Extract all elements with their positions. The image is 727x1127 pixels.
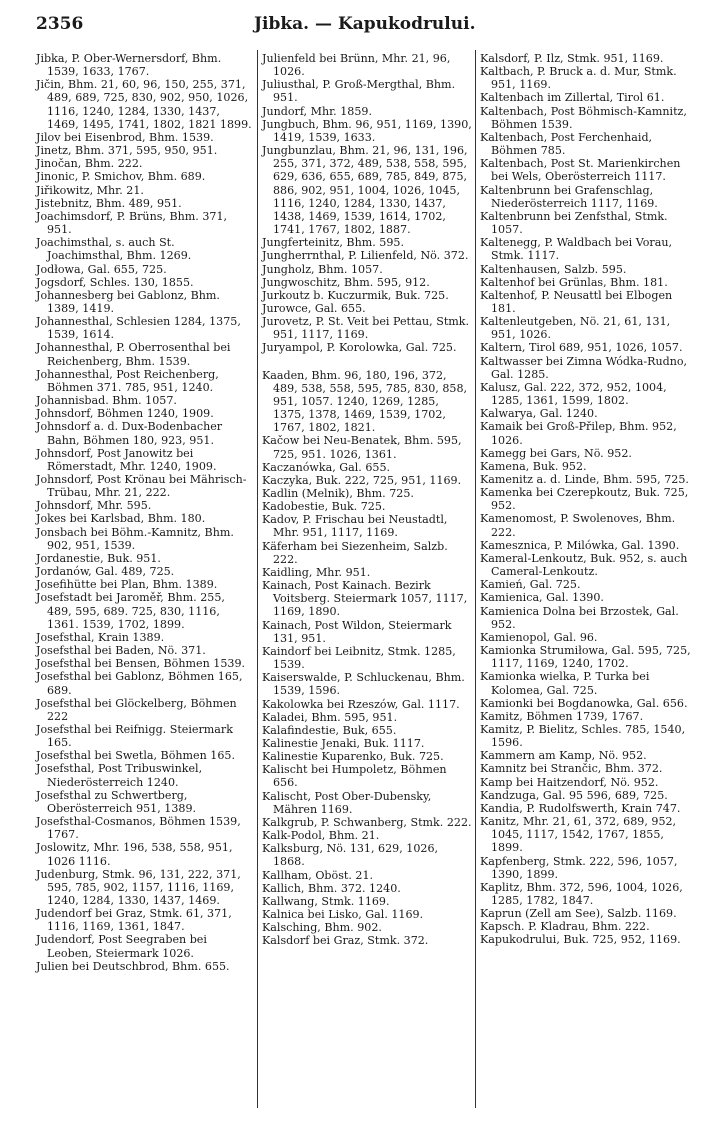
index-entry: Kaiserswalde, P. Schluckenau, Bhm. 1539, 1596.: [262, 671, 465, 698]
index-entry: Kaltenleutgeben, Nö. 21, 61, 131, 951, 1026.: [480, 315, 671, 342]
index-entry: Kaplitz, Bhm. 372, 596, 1004, 1026, 1285, 1782, 1847.: [480, 880, 683, 907]
index-entry: Johannesthal, Schlesien 1284, 1375, 1539, 1614.: [36, 315, 241, 342]
index-entry: Jurowce, Gal. 655.: [262, 301, 366, 315]
index-entry: Jurkoutz b. Kuczurmik, Buk. 725.: [262, 288, 449, 302]
index-entry: Jungferteinitz, Bhm. 595.: [262, 236, 405, 250]
index-entry: Johnsdorf, Post Janowitz bei Römerstadt, Mhr. 1240, 1909.: [36, 446, 217, 473]
index-entry: Judendorf bei Graz, Stmk. 61, 371, 1116, 1169, 1361, 1847.: [36, 907, 232, 934]
index-entry: Josefsthal, Post Tribuswinkel, Niederösterreich 1240.: [36, 762, 203, 789]
index-entry: Johnsdorf, Mhr. 595.: [36, 499, 152, 513]
index-entry: Kaltbach, P. Bruck a. d. Mur, Stmk. 951, 1169.: [480, 65, 677, 92]
index-entry: Kamitz, P. Bielitz, Schles. 785, 1540, 1596.: [480, 722, 686, 750]
index-entry: Jungbuch, Bhm. 96, 951, 1169, 1390, 1419, 1539, 1633.: [262, 117, 472, 144]
index-entry: Juliusthal, P. Groß-Mergthal, Bhm. 951.: [262, 78, 456, 105]
index-entry: Kaltenbrunn bei Zenfsthal, Stmk. 1057.: [480, 209, 668, 237]
index-entry: Kapfenberg, Stmk. 222, 596, 1057, 1390, 1899.: [480, 854, 678, 881]
index-entry: Kamenitz a. d. Linde, Bhm. 595, 725.: [480, 473, 689, 486]
index-entry: Julienfeld bei Brünn, Mhr. 21, 96, 1026.: [262, 52, 451, 79]
index-entry: Johannesthal, Post Reichenberg, Böhmen 371. 785, 951, 1240.: [36, 367, 219, 394]
index-column-2: [262, 52, 472, 947]
index-entry: Kamionki bei Bogdanowka, Gal. 656.: [480, 696, 688, 710]
page-title: Jibka. — Kapukodrului.: [254, 14, 476, 34]
index-entry: Kammern am Kamp, Nö. 952.: [480, 749, 647, 763]
index-entry: Kalsching, Bhm. 902.: [262, 921, 382, 935]
index-entry: Jiřikowitz, Mhr. 21.: [36, 183, 144, 197]
index-entry: Josefsthal bei Swetla, Böhmen 165.: [36, 749, 235, 763]
index-entry: Josefsthal, Krain 1389.: [36, 630, 165, 644]
index-entry: Johnsdorf a. d. Dux-Bodenbacher Bahn, Böhmen 180, 923, 951.: [36, 420, 223, 447]
column-divider-left: [257, 50, 258, 1108]
index-entry: Kallwang, Stmk. 1169.: [262, 894, 390, 908]
index-entry: Kanitz, Mhr. 21, 61, 372, 689, 952, 1045, 1117, 1542, 1767, 1855, 1899.: [480, 815, 677, 855]
index-entry: Joslowitz, Mhr. 196, 538, 558, 951, 1026 1116.: [36, 841, 233, 868]
index-entry: Kalnica bei Lisko, Gal. 1169.: [262, 908, 424, 921]
index-entry: Jordanestie, Buk. 951.: [36, 551, 161, 565]
index-entry: Kalafindestie, Buk, 655.: [262, 723, 397, 737]
index-entry: Juryampol, P. Korolowka, Gal. 725.: [262, 341, 457, 355]
index-entry: Kamionka wielka, P. Turka bei Kolomea, Gal. 725.: [480, 670, 650, 697]
index-entry: Kallham, Oböst. 21.: [262, 868, 374, 882]
index-entry: Kamionka Strumiłowa, Gal. 595, 725, 1117, 1169, 1240, 1702.: [480, 644, 691, 671]
index-entry: Jinočan, Bhm. 222.: [36, 157, 143, 171]
index-entry: Josefsthal-Cosmanos, Böhmen 1539, 1767.: [36, 815, 241, 842]
index-entry: Jonsbach bei Böhm.-Kamnitz, Bhm. 902, 951, 1539.: [36, 525, 234, 552]
index-entry: Kamenka bei Czerepkoutz, Buk. 725, 952.: [480, 486, 689, 513]
index-entry: Kaczanówka, Gal. 655.: [262, 460, 391, 474]
index-entry: Kalinestie Kuparenko, Buk. 725.: [262, 750, 444, 764]
index-entry: Kamienica, Gal. 1390.: [480, 591, 604, 605]
index-entry: Jungwoschitz, Bhm. 595, 912.: [262, 275, 430, 289]
index-entry: Kaindorf bei Leibnitz, Stmk. 1285, 1539.: [262, 644, 456, 672]
index-entry: Kaltenhof bei Grünlas, Bhm. 181.: [480, 275, 668, 289]
index-entry: Käferham bei Siezenheim, Salzb. 222.: [262, 539, 448, 566]
index-entry: Jistebnitz, Bhm. 489, 951.: [36, 196, 182, 210]
index-entry: Julien bei Deutschbrod, Bhm. 655.: [36, 959, 230, 973]
index-entry: Josefsthal zu Schwertberg, Oberösterreich 951, 1389.: [36, 788, 197, 815]
index-entry: Kamenomost, P. Swolenoves, Bhm. 222.: [480, 512, 676, 539]
index-entry: Kadobestie, Buk. 725.: [262, 500, 386, 514]
index-entry: Jurovetz, P. St. Veit bei Pettau, Stmk. 951, 1117, 1169.: [262, 315, 470, 342]
index-entry: Jordanów, Gal. 489, 725.: [36, 565, 175, 579]
index-entry: Kamienopol, Gal. 96.: [480, 630, 598, 644]
index-entry: Kaltern, Tirol 689, 951, 1026, 1057.: [480, 341, 683, 355]
index-entry: Kalinestie Jenaki, Buk. 1117.: [262, 736, 425, 750]
index-entry: Kaltenbach, Post Ferchenhaid, Böhmen 785.: [480, 130, 653, 158]
index-entry: Jičin, Bhm. 21, 60, 96, 150, 255, 371, 489, 689, 725, 830, 902, 950, 1026, 1116, 1240, 1284, 1330, 1437, 1469, 1495, 1741, 1802, 1821 1899.: [36, 78, 252, 131]
index-entry: Jodłowa, Gal. 655, 725.: [36, 262, 167, 276]
index-entry: Kamienica Dolna bei Brzostek, Gal. 952.: [480, 604, 679, 631]
index-entry: Kaczyka, Buk. 222, 725, 951, 1169.: [262, 473, 462, 487]
index-entry: Kapukodrului, Buk. 725, 952, 1169.: [480, 933, 681, 947]
index-entry: Jungherrnthal, P. Lilienfeld, Nö. 372.: [262, 249, 469, 263]
index-column-3: [480, 52, 692, 947]
index-column-1: [36, 52, 252, 973]
index-entry: Josefsthal bei Glöckelberg, Böhmen 222: [36, 696, 237, 723]
index-entry: Kaltenbach im Zillertal, Tirol 61.: [480, 91, 665, 105]
page-header: [0, 14, 727, 44]
index-entry: Kaladei, Bhm. 595, 951.: [262, 710, 398, 724]
index-entry: Kadov, P. Frischau bei Neustadtl, Mhr. 951, 1117, 1169.: [262, 513, 448, 540]
index-entry: Kalsdorf bei Graz, Stmk. 372.: [262, 934, 429, 948]
index-entry: Kaidling, Mhr. 951.: [262, 565, 371, 579]
index-entry: Kamaik bei Groß-Přilep, Bhm. 952, 1026.: [480, 420, 677, 447]
index-entry: Johannesberg bei Gablonz, Bhm. 1389, 1419.: [36, 288, 220, 315]
index-entry: Kaltenbrunn bei Grafenschlag, Niederösterreich 1117, 1169.: [480, 183, 658, 210]
index-entry: Kaltenhausen, Salzb. 595.: [480, 262, 627, 276]
index-entry: Kapsch. P. Kladrau, Bhm. 222.: [480, 920, 650, 934]
index-entry: Kaltenbach, Post St. Marienkirchen bei Wels, Oberösterreich 1117.: [480, 157, 681, 184]
index-entry: Kameral-Lenkoutz, Buk. 952, s. auch Cameral-Lenkoutz.: [480, 551, 688, 579]
index-entry: Kandzuga, Gal. 95 596, 689, 725.: [480, 788, 668, 802]
index-entry: Judenburg, Stmk. 96, 131, 222, 371, 595, 785, 902, 1157, 1116, 1169, 1240, 1284, 1330, 1437, 1469.: [36, 867, 241, 907]
index-entry: Kalsdorf, P. Ilz, Stmk. 951, 1169.: [480, 52, 664, 65]
index-entry: Kačow bei Neu-Benatek, Bhm. 595, 725, 951. 1026, 1361.: [262, 434, 462, 461]
index-entry: Jungholz, Bhm. 1057.: [262, 262, 383, 276]
index-entry: Josefsthal bei Reifnigg. Steiermark 165.: [36, 722, 233, 750]
index-entry: Josefsthal bei Gablonz, Böhmen 165, 689.: [36, 670, 243, 697]
index-entry: Josefihütte bei Plan, Bhm. 1389.: [36, 578, 218, 592]
index-entry: Joachimsdorf, P. Brüns, Bhm. 371, 951.: [36, 209, 228, 237]
index-entry: Jinonic, P. Smichov, Bhm. 689.: [36, 170, 206, 184]
index-entry: Kaltenegg, P. Waldbach bei Vorau, Stmk. 1117.: [480, 236, 673, 263]
index-entry: Jogsdorf, Schles. 130, 1855.: [36, 275, 194, 289]
index-entry: Kandia, P. Rudolfswerth, Krain 747.: [480, 801, 681, 815]
index-entry: Kalwarya, Gal. 1240.: [480, 407, 598, 421]
page-number: 2356: [36, 14, 84, 34]
index-entry: Jundorf, Mhr. 1859.: [262, 104, 372, 118]
index-entry: Kalksburg, Nö. 131, 629, 1026, 1868.: [262, 842, 439, 869]
index-entry: Jibka, P. Ober-Wernersdorf, Bhm. 1539, 1633, 1767.: [36, 52, 222, 79]
index-entry: Kainach, Post Kainach. Bezirk Voitsberg. Steiermark 1057, 1117, 1169, 1890.: [262, 579, 468, 619]
index-entry: Kamp bei Haitzendorf, Nö. 952.: [480, 775, 659, 789]
index-entry: Kalk-Podol, Bhm. 21.: [262, 829, 380, 843]
index-entry: Josefsthal bei Bensen, Böhmen 1539.: [36, 657, 246, 671]
index-entry: Kamień, Gal. 725.: [480, 578, 581, 592]
index-entry: Kaaden, Bhm. 96, 180, 196, 372, 489, 538, 558, 595, 785, 830, 858, 951, 1057. 1240, 1269, 1285, 1375, 1378, 1469, 1539, 1702, 1767, 1802, 1821.: [262, 368, 468, 435]
index-entry: Kaprun (Zell am See), Salzb. 1169.: [480, 907, 677, 921]
index-entry: Kalusz, Gal. 222, 372, 952, 1004, 1285, 1361, 1599, 1802.: [480, 380, 667, 408]
index-entry: Kamegg bei Gars, Nö. 952.: [480, 446, 632, 460]
index-entry: Jinetz, Bhm. 371, 595, 950, 951.: [36, 144, 218, 158]
index-entry: Kaltenbach, Post Böhmisch-Kamnitz, Böhmen 1539.: [480, 104, 687, 131]
index-entry: Kalischt, Post Ober-Dubensky, Mähren 1169.: [262, 789, 432, 816]
index-entry: Josefsthal bei Baden, Nö. 371.: [36, 644, 206, 658]
column-divider-right: [475, 50, 476, 1108]
index-entry: Jilov bei Eisenbrod, Bhm. 1539.: [36, 130, 214, 144]
index-entry: Kaltwasser bei Zimna Wódka-Rudno, Gal. 1285.: [480, 354, 688, 381]
index-entry: Kamnitz bei Strančic, Bhm. 372.: [480, 762, 663, 776]
index-entry: Joachimsthal, s. auch St. Joachimsthal, Bhm. 1269.: [36, 236, 192, 263]
index-entry: Kadlin (Melnik), Bhm. 725.: [262, 487, 414, 500]
index-entry: Johnsdorf, Post Krönau bei Mährisch-Trübau, Mhr. 21, 222.: [36, 473, 247, 500]
index-entry: Jokes bei Karlsbad, Bhm. 180.: [36, 512, 206, 526]
index-entry: Kalkgrub, P. Schwanberg, Stmk. 222.: [262, 815, 472, 829]
index-entry: Josefstadt bei Jaroměř, Bhm. 255, 489, 595, 689. 725, 830, 1116, 1361. 1539, 1702, 1899.: [36, 591, 225, 631]
section-spacer: [262, 355, 472, 369]
index-entry: Kainach, Post Wildon, Steiermark 131, 951.: [262, 618, 452, 645]
index-entry: Kamesznica, P. Milówka, Gal. 1390.: [480, 538, 680, 552]
index-entry: Kakolowka bei Rzeszów, Gal. 1117.: [262, 697, 460, 711]
index-entry: Kaltenhof, P. Neusattl bei Elbogen 181.: [480, 288, 673, 315]
index-entry: Jungbunzlau, Bhm. 21, 96, 131, 196, 255, 371, 372, 489, 538, 558, 595, 629, 636, 655, 689, 785, 849, 875, 886, 902, 951, 1004, 1026, 1045, 1116, 1240, 1284, 1330, 1437, 1438, 1469, 1539, 1614, 1702, 1741, 1767, 1802, 1887.: [262, 144, 468, 237]
index-entry: Johnsdorf, Böhmen 1240, 1909.: [36, 407, 214, 421]
index-entry: Kamena, Buk. 952.: [480, 459, 587, 473]
index-entry: Johannisbad. Bhm. 1057.: [36, 394, 177, 408]
index-entry: Judendorf, Post Seegraben bei Leoben, Steiermark 1026.: [36, 933, 207, 960]
index-entry: Kalischt bei Humpoletz, Böhmen 656.: [262, 763, 447, 790]
index-entry: Johannesthal, P. Oberrosenthal bei Reichenberg, Bhm. 1539.: [36, 341, 231, 368]
index-entry: Kamitz, Böhmen 1739, 1767.: [480, 709, 644, 723]
index-entry: Kallich, Bhm. 372. 1240.: [262, 881, 401, 895]
